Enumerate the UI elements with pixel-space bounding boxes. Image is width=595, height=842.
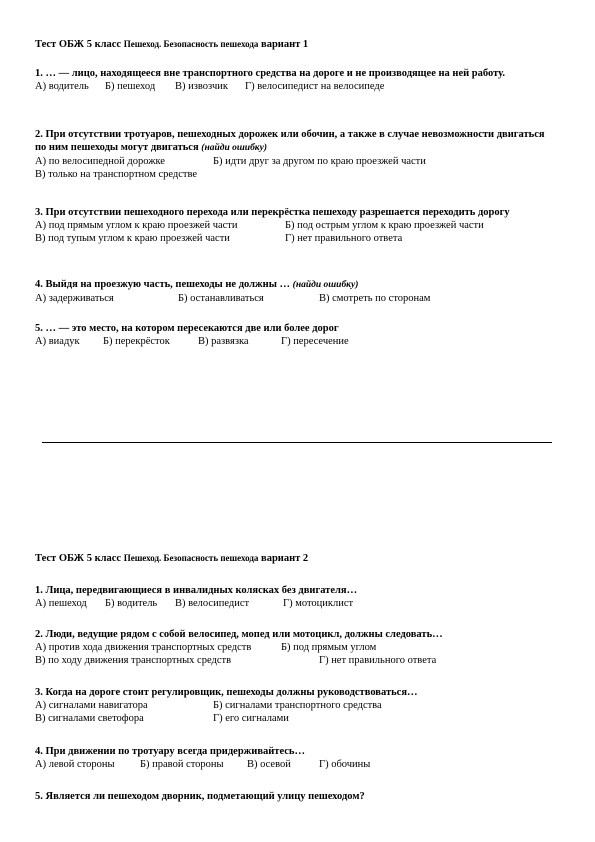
variant1-title-variant: вариант 1 <box>261 39 309 50</box>
question-text: 4. При движении по тротуару всегда придерживайтесь… <box>35 746 305 757</box>
v1-question-5 <box>35 322 550 348</box>
answer-option: Г) нет правильного ответа <box>319 655 437 666</box>
answer-option: Г) пересечение <box>281 336 349 347</box>
answer-row <box>35 699 550 712</box>
answer-option: В) смотреть по сторонам <box>319 293 431 304</box>
v2-question-1 <box>35 584 550 610</box>
answer-option: В) осевой <box>247 759 291 770</box>
v1-question-2 <box>35 128 550 181</box>
answer-option: А) водитель <box>35 81 89 92</box>
answer-option: В) по ходу движения транспортных средств <box>35 655 232 666</box>
v1-question-3 <box>35 206 550 245</box>
answer-option: Б) под острым углом к краю проезжей части <box>285 220 484 231</box>
v2-question-5 <box>35 790 550 803</box>
answer-option: В) велосипедист <box>175 598 250 609</box>
answer-option: Б) пешеход <box>105 81 156 92</box>
variant1-title-sub: Пешеход. Безопасность пешехода <box>123 39 259 49</box>
answer-option: В) сигналами светофора <box>35 713 144 724</box>
variant2-title-variant: вариант 2 <box>261 553 309 564</box>
answer-option: В) развязка <box>198 336 249 347</box>
answer-option: В) под тупым углом к краю проезжей части <box>35 233 230 244</box>
answer-row <box>35 758 550 771</box>
answer-option: А) задерживаться <box>35 293 114 304</box>
answer-option: А) сигналами навигатора <box>35 700 148 711</box>
answer-option: Г) нет правильного ответа <box>285 233 403 244</box>
answer-option: Б) водитель <box>105 598 158 609</box>
answer-row <box>35 335 550 348</box>
answer-row <box>35 232 550 245</box>
question-text: 1. … — лицо, находящееся вне транспортного средства на дороге и не производящее на ней работу. <box>35 68 505 79</box>
variant2-title <box>35 552 308 565</box>
answer-option: А) виадук <box>35 336 80 347</box>
answer-option: Б) сигналами транспортного средства <box>213 700 382 711</box>
variant2-title-main: Тест ОБЖ 5 класс <box>35 553 122 564</box>
answer-option: А) под прямым углом к краю проезжей части <box>35 220 238 231</box>
answer-row <box>35 80 550 93</box>
question-text-body: 4. Выйдя на проезжую часть, пешеходы не должны … <box>35 279 291 290</box>
answer-option: Г) велосипедист на велосипеде <box>245 81 385 92</box>
answer-option: А) пешеход <box>35 598 87 609</box>
answer-row <box>35 292 550 305</box>
question-text <box>35 128 550 155</box>
answer-option: Б) перекрёсток <box>103 336 170 347</box>
answer-row <box>35 219 550 232</box>
answer-option: В) только на транспортном средстве <box>35 169 198 180</box>
question-text: 3. Когда на дороге стоит регулировщик, пешеходы должны руководствоваться… <box>35 687 418 698</box>
question-text-body: 2. При отсутствии тротуаров, пешеходных дорожек или обочин, а также в случае невозможности двигаться по ним пешеходы могут двигаться <box>35 129 545 153</box>
section-divider <box>42 442 552 443</box>
answer-option: Г) его сигналами <box>213 713 289 724</box>
answer-option: Г) обочины <box>319 759 371 770</box>
answer-option: А) левой стороны <box>35 759 115 770</box>
answer-option: Б) идти друг за другом по краю проезжей части <box>213 156 426 167</box>
answer-option: Б) правой стороны <box>140 759 224 770</box>
v1-question-4 <box>35 278 550 305</box>
answer-option: Г) мотоциклист <box>283 598 354 609</box>
variant1-title <box>35 38 308 51</box>
answer-row <box>35 641 550 654</box>
variant2-title-sub: Пешеход. Безопасность пешехода <box>123 553 259 563</box>
answer-option: Б) останавливаться <box>178 293 264 304</box>
answer-option: В) извозчик <box>175 81 228 92</box>
answer-row <box>35 168 550 181</box>
variant1-title-main: Тест ОБЖ 5 класс <box>35 39 122 50</box>
answer-option: А) против хода движения транспортных средств <box>35 642 252 653</box>
question-text: 1. Лица, передвигающиеся в инвалидных колясках без двигателя… <box>35 585 358 596</box>
question-text <box>35 278 550 292</box>
question-text: 2. Люди, ведущие рядом с собой велосипед, мопед или мотоцикл, должны следовать… <box>35 629 443 640</box>
v2-question-4 <box>35 745 550 771</box>
v1-question-1 <box>35 67 550 93</box>
question-note: (найди ошибку) <box>201 143 268 153</box>
answer-row <box>35 597 550 610</box>
question-note: (найди ошибку) <box>292 280 359 290</box>
question-text: 5. Является ли пешеходом дворник, подметающий улицу пешеходом? <box>35 791 365 802</box>
answer-row <box>35 654 550 667</box>
v2-question-3 <box>35 686 550 725</box>
answer-row <box>35 712 550 725</box>
v2-question-2 <box>35 628 550 667</box>
answer-row <box>35 155 550 168</box>
answer-option: А) по велосипедной дорожке <box>35 156 165 167</box>
question-text: 3. При отсутствии пешеходного перехода или перекрёстка пешеходу разрешается переходить дорогу <box>35 207 510 218</box>
answer-option: Б) под прямым углом <box>281 642 377 653</box>
question-text: 5. … — это место, на котором пересекаются две или более дорог <box>35 323 339 334</box>
